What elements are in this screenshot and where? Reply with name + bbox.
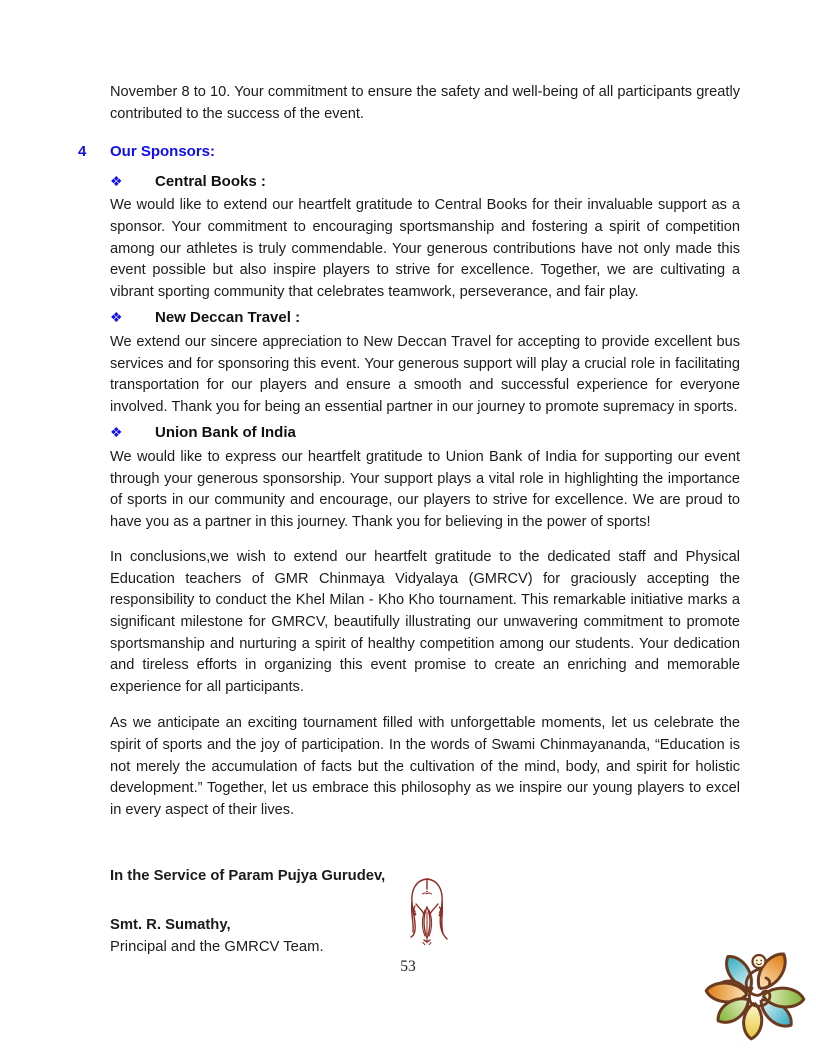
sponsor-name: Union Bank of India	[155, 424, 296, 442]
section-heading-our-sponsors	[78, 141, 740, 163]
sponsor-paragraph-central-books: We would like to extend our heartfelt gratitude to Central Books for their invaluable support as a sponsor. Your commitment to encouraging sportsmanship and fostering a spirit of competition among our athletes is truly commendable. Your generous contributions have not only made this event possible but also inspire players to strive for excellence. Together, we are cultivating a vibrant sporting community that celebrates teamwork, perseverance, and fair play.	[110, 197, 740, 300]
sponsor-heading-union-bank-of-india	[110, 422, 740, 444]
intro-paragraph: November 8 to 10. Your commitment to ensure the safety and well-being of all participants greatly contributed to the success of the event.	[110, 84, 740, 122]
sponsor-heading-central-books	[110, 171, 740, 193]
signature-title: Principal and the GMRCV Team.	[110, 938, 324, 955]
signature-name: Smt. R. Sumathy,	[110, 917, 231, 933]
signature-service-line: In the Service of Param Pujya Gurudev,	[110, 868, 386, 885]
diamond-bullet-icon: ❖	[110, 424, 123, 441]
sponsor-name: New Deccan Travel :	[155, 309, 301, 327]
sponsor-name: Central Books :	[155, 172, 266, 190]
page-content	[78, 82, 740, 958]
sponsor-paragraph-new-deccan-travel: We extend our sincere appreciation to New Deccan Travel for accepting to provide excellent bus services and for sponsoring this event. Your generous support will play a crucial role in facilitating transportation for our players and ensure a smooth and successful experience for everyone involved. Thank you for being an essential partner in our journey to promote supremacy in sports.	[110, 333, 740, 415]
diamond-bullet-icon: ❖	[110, 172, 123, 189]
lotus-flower-logo-icon	[697, 948, 812, 1052]
sponsor-paragraph-union-bank-of-india: We would like to express our heartfelt gratitude to Union Bank of India for supporting our event through your generous sponsorship. Your support plays a vital role in highlighting the importance of sports in our community and encourage, our players to strive for excellence. We are proud to have you as a partner in this journey. Thank you for believing in the power of sports!	[110, 448, 740, 530]
sponsor-heading-new-deccan-travel	[110, 307, 740, 329]
diamond-bullet-icon: ❖	[110, 309, 123, 326]
closing-paragraph-conclusion: In conclusions,we wish to extend our heartfelt gratitude to the dedicated staff and Physical Education teachers of GMR Chinmaya Vidyalaya (GMRCV) for graciously accepting the responsibility to conduct the Khel Milan - Kho Kho tournament. This remarkable initiative marks a significant milestone for GMRCV, beautifully illustrating our unwavering commitment to promote sportsmanship and nurturing a spirit of healthy competition among our students. Your dedication and tireless efforts in organizing this event promise to create an enriching and memorable experience for all participants.	[110, 549, 740, 695]
page-number: 53	[400, 958, 416, 975]
section-title: Our Sponsors:	[110, 143, 216, 161]
namaste-lady-emblem-icon	[402, 876, 452, 948]
section-number: 4	[78, 143, 87, 161]
closing-paragraph-anticipation: As we anticipate an exciting tournament filled with unforgettable moments, let us celebrate the spirit of sports and the joy of participation. In the words of Swami Chinmayananda, “Education is not merely the accumulation of facts but the cultivation of the mind, body, and spirit for holistic development.” Together, let us embrace this philosophy as we inspire our young players to excel in every aspect of their lives.	[110, 715, 740, 818]
